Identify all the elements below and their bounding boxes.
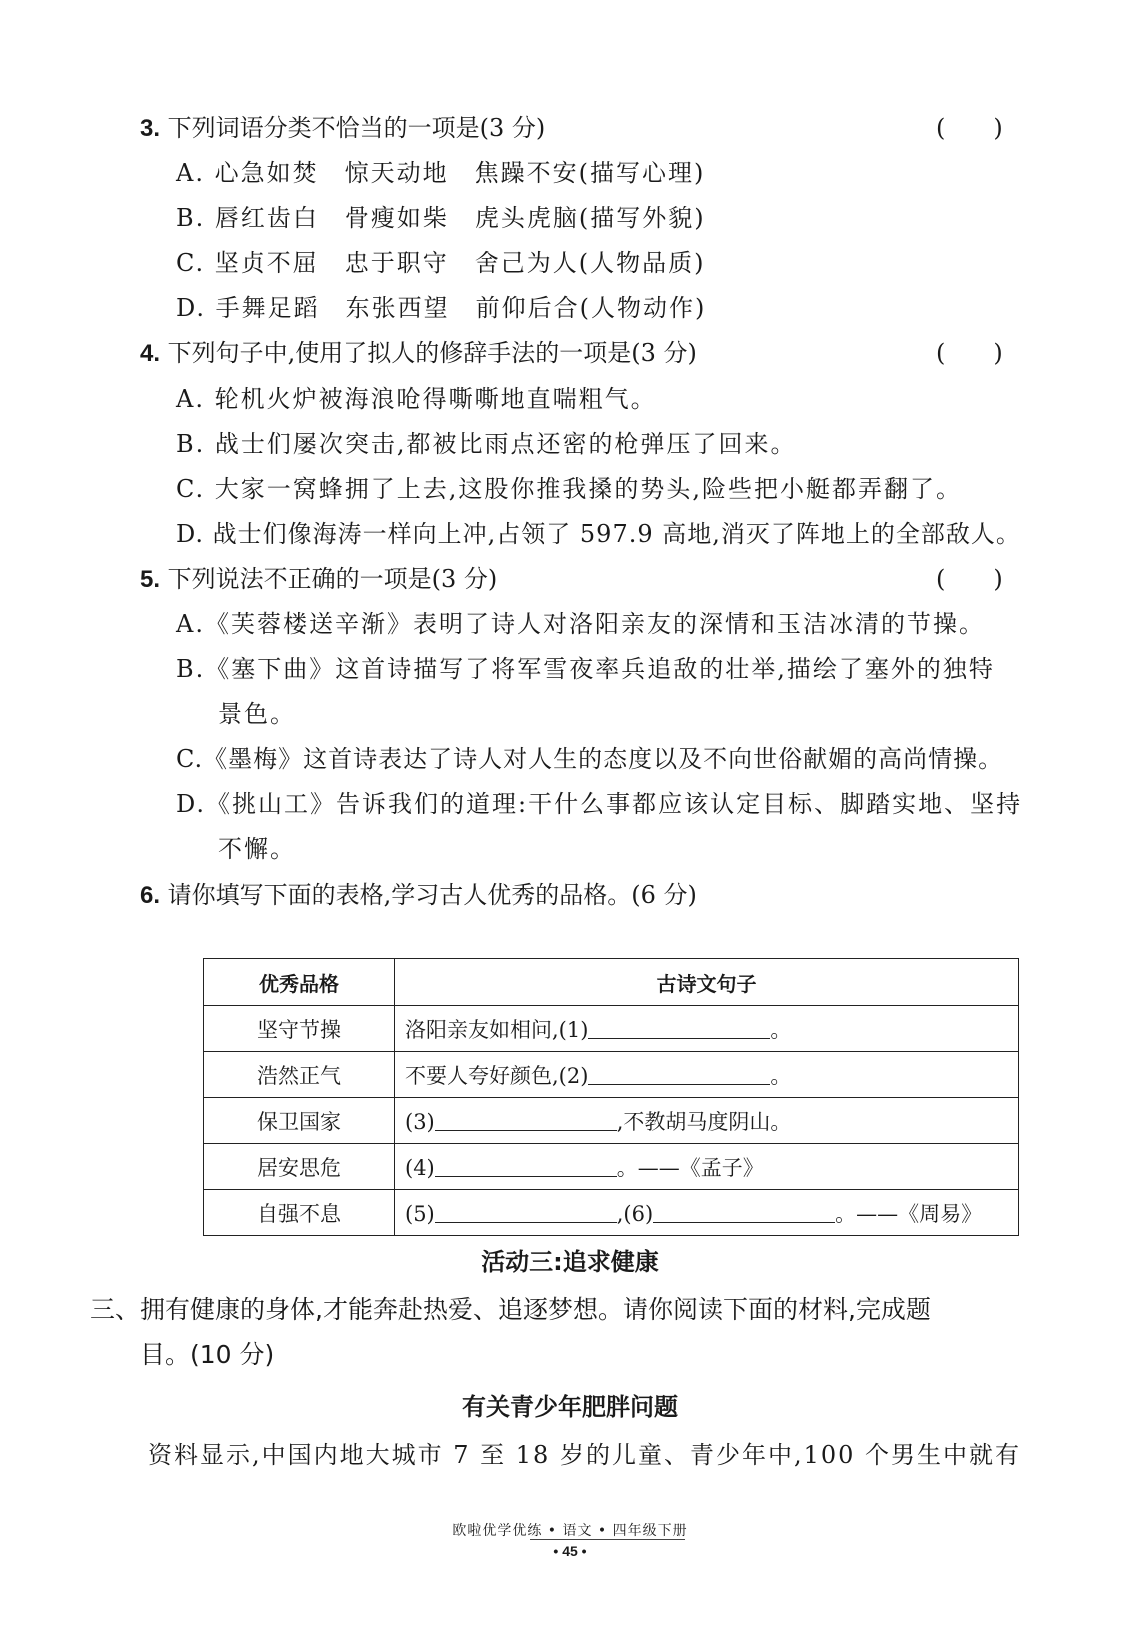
table-cell-sentence [395,1098,1019,1144]
sentence-suffix: ,不教胡马度阴山。 [616,1109,792,1134]
q6-stem-text: 请你填写下面的表格,学习古人优秀的品格。(6 分) [167,881,697,909]
q4-stem [140,338,697,369]
q5-number: 5. [140,566,161,593]
activity-title: 活动三:追求健康 [481,1248,659,1276]
q5-option-d: D.《挑山工》告诉我们的道理:干什么事都应该认定目标、脚踏实地、坚持 [176,790,1023,818]
table-row [204,1144,1019,1190]
sentence-prefix: (4) [405,1155,435,1180]
table-cell-quality: 自强不息 [204,1190,395,1236]
q3-number: 3. [140,115,161,142]
fill-blank-6[interactable] [653,1200,835,1223]
article-title: 有关青少年肥胖问题 [462,1392,678,1421]
table-header-sentence: 古诗文句子 [395,959,1019,1006]
table-header-quality: 优秀品格 [204,959,395,1006]
table-cell-quality: 居安思危 [204,1144,395,1190]
table-cell-sentence [395,1006,1019,1052]
q5-answer-paren[interactable]: ( ) [936,565,1003,593]
q6-number: 6. [140,882,161,909]
table-cell-sentence [395,1190,1019,1236]
fill-blank-5[interactable] [435,1200,617,1223]
q4-stem-text: 下列句子中,使用了拟人的修辞手法的一项是(3 分) [167,339,697,367]
sentence-middle: ,(6) [616,1201,654,1226]
q5-stem [140,564,497,595]
q3-option-b: B. 唇红齿白 骨瘦如柴 虎头虎脑(描写外貌) [176,204,706,232]
sentence-prefix: 不要人夸好颜色,(2) [405,1063,589,1088]
part3-instruction-line1: 三、拥有健康的身体,才能奔赴热爱、追逐梦想。请你阅读下面的材料,完成题 [90,1295,931,1324]
q5-option-b: B.《塞下曲》这首诗描写了将军雪夜率兵追敌的壮举,描绘了塞外的独特 [176,655,995,683]
q5-option-a: A.《芙蓉楼送辛渐》表明了诗人对洛阳亲友的深情和玉洁冰清的节操。 [176,610,985,638]
table-cell-quality: 浩然正气 [204,1052,395,1098]
table-header-row [204,959,1019,1006]
q5-option-b-cont: 景色。 [218,700,296,728]
footer-divider [530,1539,685,1540]
q6-stem [140,880,697,911]
q3-stem [140,113,545,144]
sentence-suffix: 。 [770,1017,792,1042]
table-row [204,1190,1019,1236]
sentence-suffix: 。 [770,1063,792,1088]
q4-option-a: A. 轮机火炉被海浪呛得嘶嘶地直喘粗气。 [176,385,657,413]
table-cell-sentence [395,1052,1019,1098]
q5-option-d-cont: 不懈。 [218,835,296,863]
page-number: • 45 • [553,1543,587,1559]
q4-option-d: D. 战士们像海涛一样向上冲,占领了 597.9 高地,消灭了阵地上的全部敌人。 [176,520,1021,548]
table-row [204,1098,1019,1144]
q4-option-c: C. 大家一窝蜂拥了上去,这股你推我搡的势头,险些把小艇都弄翻了。 [176,475,963,503]
table-row [204,1006,1019,1052]
q5-option-c: C.《墨梅》这首诗表达了诗人对人生的态度以及不向世俗献媚的高尚情操。 [176,745,1004,773]
virtue-table [203,958,1019,1236]
q3-option-a: A. 心急如焚 惊天动地 焦躁不安(描写心理) [176,159,706,187]
table-row [204,1052,1019,1098]
sentence-suffix: 。——《周易》 [835,1201,983,1226]
article-first-line: 资料显示,中国内地大城市 7 至 18 岁的儿童、青少年中,100 个男生中就有 [148,1441,1022,1469]
sentence-prefix: (5) [405,1201,435,1226]
q4-number: 4. [140,340,161,367]
q3-option-c: C. 坚贞不屈 忠于职守 舍己为人(人物品质) [176,249,706,277]
fill-blank-4[interactable] [435,1154,617,1177]
q3-stem-text: 下列词语分类不恰当的一项是(3 分) [167,114,546,142]
sentence-prefix: 洛阳亲友如相问,(1) [405,1017,589,1042]
table-cell-quality: 坚守节操 [204,1006,395,1052]
part3-instruction-line2: 目。(10 分) [140,1340,275,1369]
q5-stem-text: 下列说法不正确的一项是(3 分) [167,565,498,593]
fill-blank-1[interactable] [588,1016,770,1039]
q3-option-d: D. 手舞足蹈 东张西望 前仰后合(人物动作) [176,294,707,322]
fill-blank-2[interactable] [588,1062,770,1085]
footer-book-title: 欧啦优学优练 • 语文 • 四年级下册 [452,1523,688,1539]
fill-blank-3[interactable] [435,1108,617,1131]
sentence-suffix: 。——《孟子》 [616,1155,764,1180]
q4-answer-paren[interactable]: ( ) [936,339,1003,367]
q3-answer-paren[interactable]: ( ) [936,114,1003,142]
sentence-prefix: (3) [405,1109,435,1134]
q4-option-b: B. 战士们屡次突击,都被比雨点还密的枪弹压了回来。 [176,430,797,458]
table-cell-sentence [395,1144,1019,1190]
table-cell-quality: 保卫国家 [204,1098,395,1144]
